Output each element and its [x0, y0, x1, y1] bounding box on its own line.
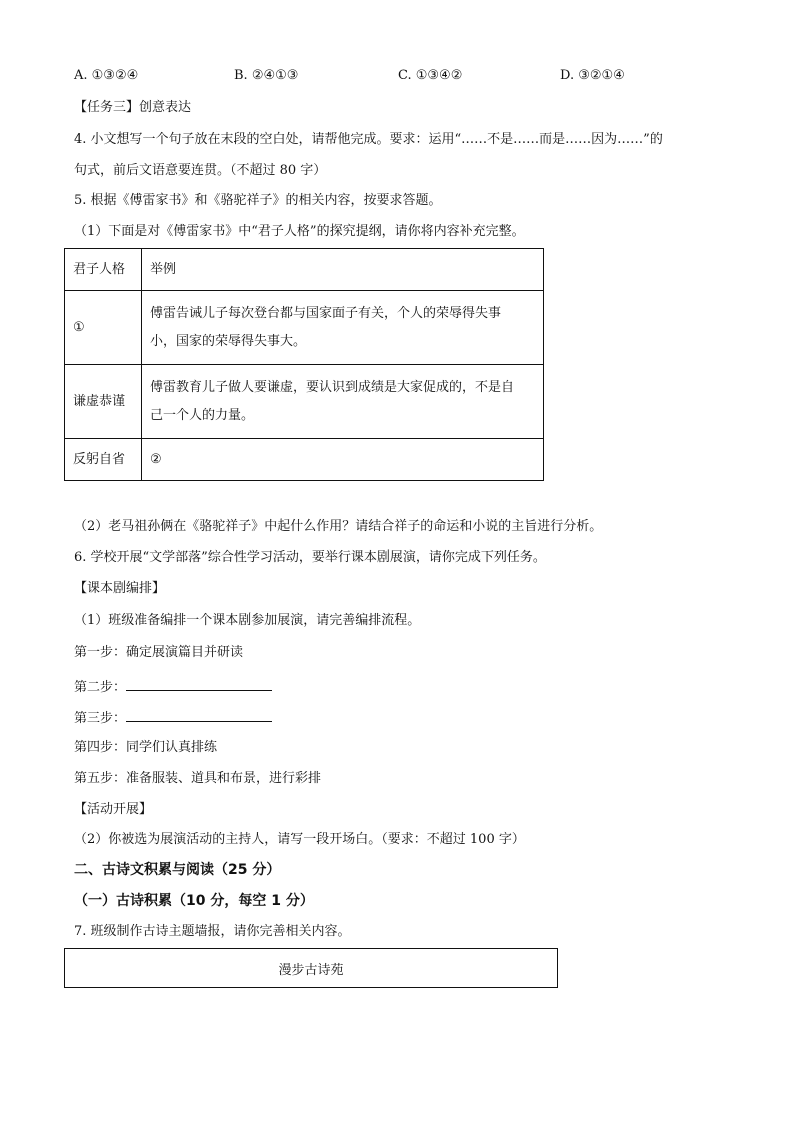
- step-2-blank[interactable]: [126, 676, 272, 691]
- q5-sub1: （1）下面是对《傅雷家书》中“君子人格”的探究提纲，请你将内容补充完整。: [74, 224, 525, 239]
- q4-text-line1: 4. 小文想写一个句子放在末段的空白处，请帮他完成。要求：运用“……不是……而是……因为……”的: [74, 132, 663, 147]
- example-cell: ②: [142, 439, 544, 481]
- example-cell: [142, 291, 544, 365]
- option-c: C. ①③④②: [398, 68, 463, 83]
- part2-subtitle: （一）古诗积累（10 分，每空 1 分）: [74, 893, 314, 909]
- q6-section-activity: 【活动开展】: [74, 802, 153, 817]
- trait-cell: ①: [65, 291, 142, 365]
- q5-stem: 5. 根据《傅雷家书》和《骆驼祥子》的相关内容，按要求答题。: [74, 193, 442, 208]
- task3-header: 【任务三】创意表达: [74, 100, 192, 115]
- junzi-outline-table: [64, 248, 544, 481]
- table-row: [65, 291, 544, 365]
- example-line: 傅雷告诫儿子每次登台都与国家面子有关，个人的荣辱得失事: [150, 305, 502, 321]
- step-4: 第四步：同学们认真排练: [74, 740, 218, 755]
- q7-stem: 7. 班级制作古诗主题墙报，请你完善相关内容。: [74, 924, 351, 939]
- poetry-wall-title: 漫步古诗苑: [278, 962, 344, 978]
- header-trait: 君子人格: [65, 249, 142, 291]
- step-3: [74, 707, 272, 728]
- q6-section-script: 【课本剧编排】: [74, 581, 166, 596]
- step-2: [74, 676, 272, 697]
- step-2-label: 第二步：: [74, 680, 127, 695]
- q6-stem: 6. 学校开展“文学部落”综合性学习活动，要举行课本剧展演，请你完成下列任务。: [74, 550, 546, 565]
- table-row: [65, 439, 544, 481]
- option-b: B. ②④①③: [234, 68, 299, 83]
- step-3-blank[interactable]: [126, 707, 272, 722]
- example-line: 傅雷教育儿子做人要谦虚，要认识到成绩是大家促成的，不是自: [150, 379, 515, 395]
- header-example: 举例: [142, 249, 544, 291]
- q5-sub2: （2）老马祖孙俩在《骆驼祥子》中起什么作用？请结合祥子的命运和小说的主旨进行分析。: [74, 519, 603, 534]
- part2-title: 二、古诗文积累与阅读（25 分）: [74, 862, 281, 878]
- example-line: 小，国家的荣辱得失事大。: [150, 333, 307, 349]
- trait-cell: 谦虚恭谨: [65, 365, 142, 439]
- q6-sub1: （1）班级准备编排一个课本剧参加展演，请完善编排流程。: [74, 613, 421, 628]
- trait-cell: 反躬自省: [65, 439, 142, 481]
- q6-sub2: （2）你被选为展演活动的主持人，请写一段开场白。（要求：不超过 100 字）: [74, 832, 525, 847]
- step-5: 第五步：准备服装、道具和布景，进行彩排: [74, 771, 322, 786]
- poetry-wall-box: [64, 948, 558, 988]
- example-line: 己一个人的力量。: [150, 407, 255, 423]
- step-1: 第一步：确定展演篇目并研读: [74, 645, 244, 660]
- option-a: A. ①③②④: [74, 68, 139, 83]
- q4-text-line2: 句式，前后文语意要连贯。（不超过 80 字）: [74, 163, 327, 178]
- step-3-label: 第三步：: [74, 711, 127, 726]
- table-row: [65, 365, 544, 439]
- option-d: D. ③②①④: [560, 68, 625, 83]
- table-header-row: [65, 249, 544, 291]
- example-cell: [142, 365, 544, 439]
